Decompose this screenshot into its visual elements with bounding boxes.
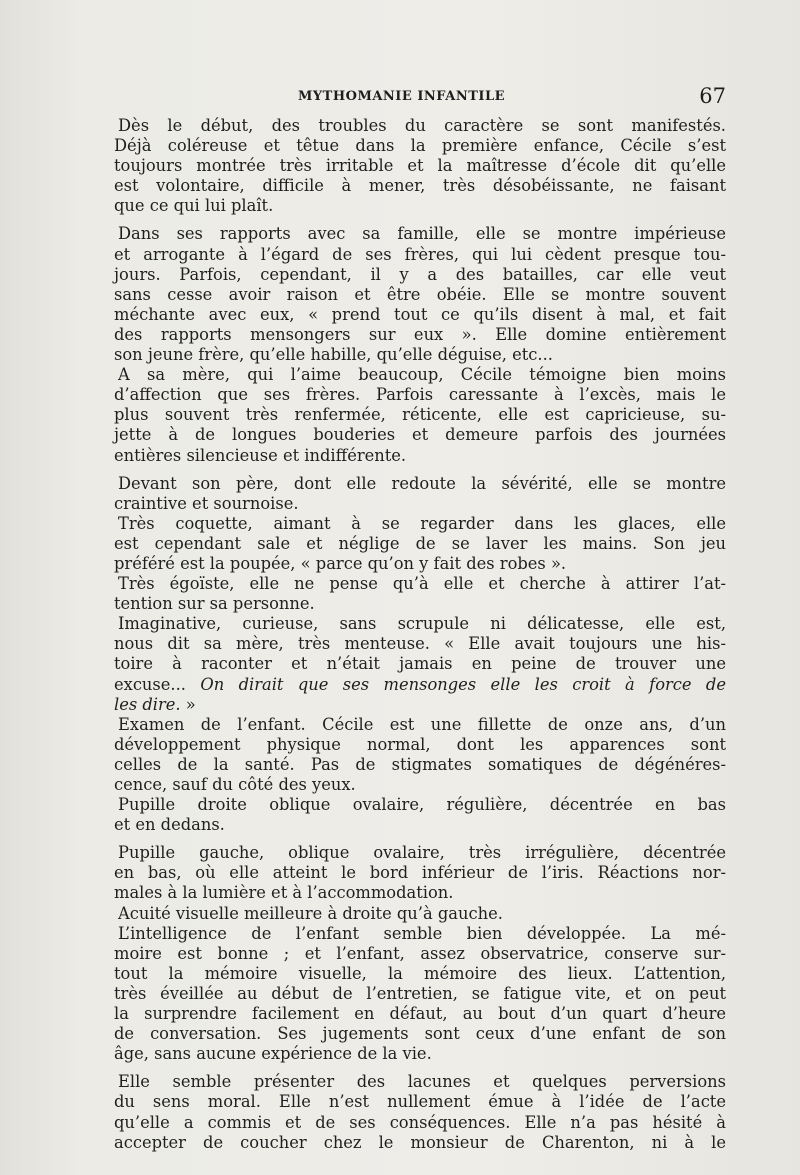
text-line: jette à de longues bouderies et demeure parfois des journées [114, 425, 726, 445]
text-line: est volontaire, difficile à mener, très désobéissante, ne faisant [114, 176, 726, 196]
text-line: toujours montrée très irritable et la maîtresse d’école dit qu’elle [114, 156, 726, 176]
text-line: en bas, où elle atteint le bord inférieur de l’iris. Réactions nor- [114, 863, 726, 883]
italic-text-run: les dire. [114, 694, 181, 714]
text-line: entières silencieuse et indifférente. [114, 445, 407, 465]
paragraph [114, 795, 726, 835]
text-line: males à la lumière et à l’accommodation. [114, 883, 454, 903]
paragraph [114, 1072, 726, 1152]
body-text [114, 116, 726, 1153]
paragraph [114, 514, 726, 574]
text-line: Dès le début, des troubles du caractère se sont manifestés. [118, 116, 726, 135]
text-line: d’affection que ses frères. Parfois caressante à l’excès, mais le [114, 385, 726, 405]
text-line: Examen de l’enfant. Cécile est une fillette de onze ans, d’un [118, 714, 726, 734]
text-line: tention sur sa personne. [114, 594, 315, 614]
text-line: craintive et sournoise. [114, 493, 299, 513]
text-line: préféré est la poupée, « parce qu’on y fait des robes ». [114, 553, 567, 573]
text-line: développement physique normal, dont les apparences sont [114, 734, 726, 754]
text-line: A sa mère, qui l’aime beaucoup, Cécile témoigne bien moins [118, 365, 726, 385]
text-line: que ce qui lui plaît. [114, 196, 274, 216]
paragraph [114, 365, 726, 465]
paragraph [114, 924, 726, 1065]
text-line: nous dit sa mère, très menteuse. « Elle avait toujours une his- [114, 634, 726, 654]
text-line: la surprendre facilement en défaut, au bout d’un quart d’heure [114, 1004, 726, 1024]
text-line: accepter de coucher chez le monsieur de Charenton, ni à le [114, 1132, 726, 1152]
text-line: celles de la santé. Pas de stigmates somatiques de dégénéres- [114, 754, 726, 774]
text-line: moire est bonne ; et l’enfant, assez observatrice, conserve sur- [114, 943, 726, 963]
paragraph [114, 574, 726, 614]
text-line: Elle semble présenter des lacunes et quelques perversions [118, 1072, 726, 1092]
text-line [114, 675, 726, 695]
text-line: Pupille gauche, oblique ovalaire, très irrégulière, décentrée [118, 843, 726, 863]
text-line: Très coquette, aimant à se regarder dans les glaces, elle [118, 513, 726, 533]
text-line: jours. Parfois, cependant, il y a des batailles, car elle veut [114, 264, 726, 284]
text-line: Déjà coléreuse et têtue dans la première enfance, Cécile s’est [114, 136, 726, 156]
paragraph [114, 715, 726, 795]
text-line: et en dedans. [114, 815, 225, 835]
text-line: méchante avec eux, « prend tout ce qu’ils disent à mal, et fait [114, 304, 726, 324]
text-line: très éveillée au début de l’entretien, se fatigue vite, et on peut [114, 983, 726, 1003]
text-line: Pupille droite oblique ovalaire, régulière, décentrée en bas [118, 795, 726, 815]
text-line: des rapports mensongers sur eux ». Elle domine entièrement [114, 324, 726, 344]
italic-text-run: On dirait que ses mensonges elle les croit à force de [200, 674, 726, 694]
text-line: tout la mémoire visuelle, la mémoire des lieux. L’attention, [114, 963, 726, 983]
paragraph [114, 904, 726, 924]
text-line: Dans ses rapports avec sa famille, elle se montre impérieuse [118, 224, 726, 244]
text-line: son jeune frère, qu’elle habille, qu’elle déguise, etc... [114, 345, 553, 365]
text-run: excuse... [114, 674, 201, 694]
page-number: 67 [699, 84, 726, 108]
text-line: âge, sans aucune expérience de la vie. [114, 1044, 432, 1064]
text-line: toire à raconter et n’était jamais en peine de trouver une [114, 654, 726, 674]
text-line: Imaginative, curieuse, sans scrupule ni délicatesse, elle est, [118, 614, 726, 634]
text-line [114, 695, 726, 715]
text-line: L’intelligence de l’enfant semble bien développée. La mé- [118, 923, 726, 943]
text-line: de conversation. Ses jugements sont ceux d’une enfant de son [114, 1024, 726, 1044]
text-line: Devant son père, dont elle redoute la sévérité, elle se montre [118, 473, 726, 493]
text-line: sans cesse avoir raison et être obéie. Elle se montre souvent [114, 284, 726, 304]
running-title: MYTHOMANIE INFANTILE [298, 89, 506, 104]
paragraph [114, 224, 726, 365]
paragraph [114, 474, 726, 514]
paragraph [114, 843, 726, 903]
text-line: plus souvent très renfermée, réticente, elle est capricieuse, su- [114, 405, 726, 425]
text-line: Très égoïste, elle ne pense qu’à elle et cherche à attirer l’at- [118, 574, 726, 594]
text-line: est cependant sale et néglige de se laver les mains. Son jeu [114, 533, 726, 553]
text-line: et arrogante à l’égard de ses frères, qui lui cèdent presque tou- [114, 244, 726, 264]
page-header [118, 84, 726, 112]
paragraph [114, 116, 726, 216]
paragraph [114, 614, 726, 714]
text-line: qu’elle a commis et de ses conséquences. Elle n’a pas hésité à [114, 1112, 726, 1132]
text-line: cence, sauf du côté des yeux. [114, 775, 356, 794]
text-line: Acuité visuelle meilleure à droite qu’à gauche. [118, 903, 503, 923]
text-line: du sens moral. Elle n’est nullement émue à l’idée de l’acte [114, 1092, 726, 1112]
text-run: » [180, 694, 196, 714]
